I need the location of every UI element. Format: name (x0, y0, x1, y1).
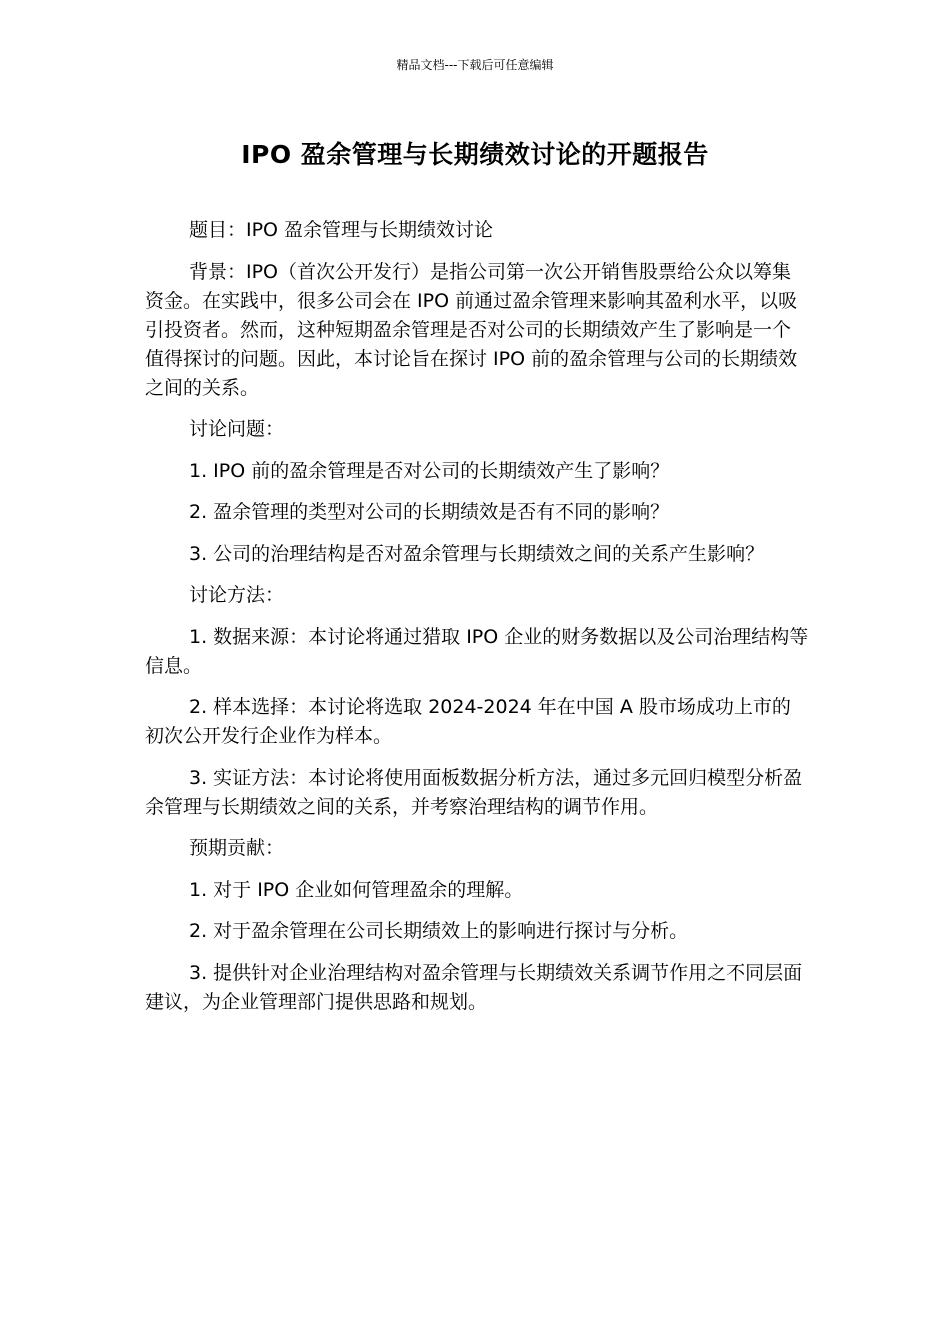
paragraph-background: 背景：IPO（首次公开发行）是指公司第一次公开销售股票给公众以筹集资金。在实践中，很多公司会在 IPO 前通过盈余管理来影响其盈利水平，以吸引投资者。然而，这种短期盈余管理是否对公司的长期绩效产生了影响是一个值得探讨的问题。因此，本讨论旨在探讨 IPO 前的盈余管理与公司的长期绩效之间的关系。 (145, 260, 798, 399)
list-item-method-2: 2. 样本选择：本讨论将选取 2024-2024 年在中国 A 股市场成功上市的初次公开发行企业作为样本。 (145, 696, 791, 747)
list-item-method-3: 3. 实证方法：本讨论将使用面板数据分析方法，通过多元回归模型分析盈余管理与长期绩效之间的关系，并考察治理结构的调节作用。 (145, 766, 803, 818)
section-heading-methods: 讨论方法： (189, 584, 285, 606)
list-item-question-3: 3. 公司的治理结构是否对盈余管理与长期绩效之间的关系产生影响？ (189, 542, 765, 565)
list-item-question-1: 1. IPO 前的盈余管理是否对公司的长期绩效产生了影响？ (189, 459, 670, 482)
section-heading-contributions: 预期贡献： (189, 837, 285, 859)
list-item-method-1: 1. 数据来源：本讨论将通过猎取 IPO 企业的财务数据以及公司治理结构等信息。 (145, 625, 809, 677)
list-item-contribution-2: 2. 对于盈余管理在公司长期绩效上的影响进行探讨与分析。 (189, 920, 689, 942)
document-body (145, 216, 809, 1029)
header-note: 精品文档---下载后可任意编辑 (396, 58, 554, 72)
list-item-question-2: 2. 盈余管理的类型对公司的长期绩效是否有不同的影响？ (189, 501, 670, 523)
section-heading-questions: 讨论问题： (189, 418, 285, 440)
paragraph-topic: 题目：IPO 盈余管理与长期绩效讨论 (189, 219, 494, 241)
list-item-contribution-3: 3. 提供针对企业治理结构对盈余管理与长期绩效关系调节作用之不同层面建议，为企业管理部门提供思路和规划。 (145, 961, 803, 1013)
list-item-contribution-1: 1. 对于 IPO 企业如何管理盈余的理解。 (189, 878, 524, 901)
document-title: IPO 盈余管理与长期绩效讨论的开题报告 (241, 140, 709, 169)
